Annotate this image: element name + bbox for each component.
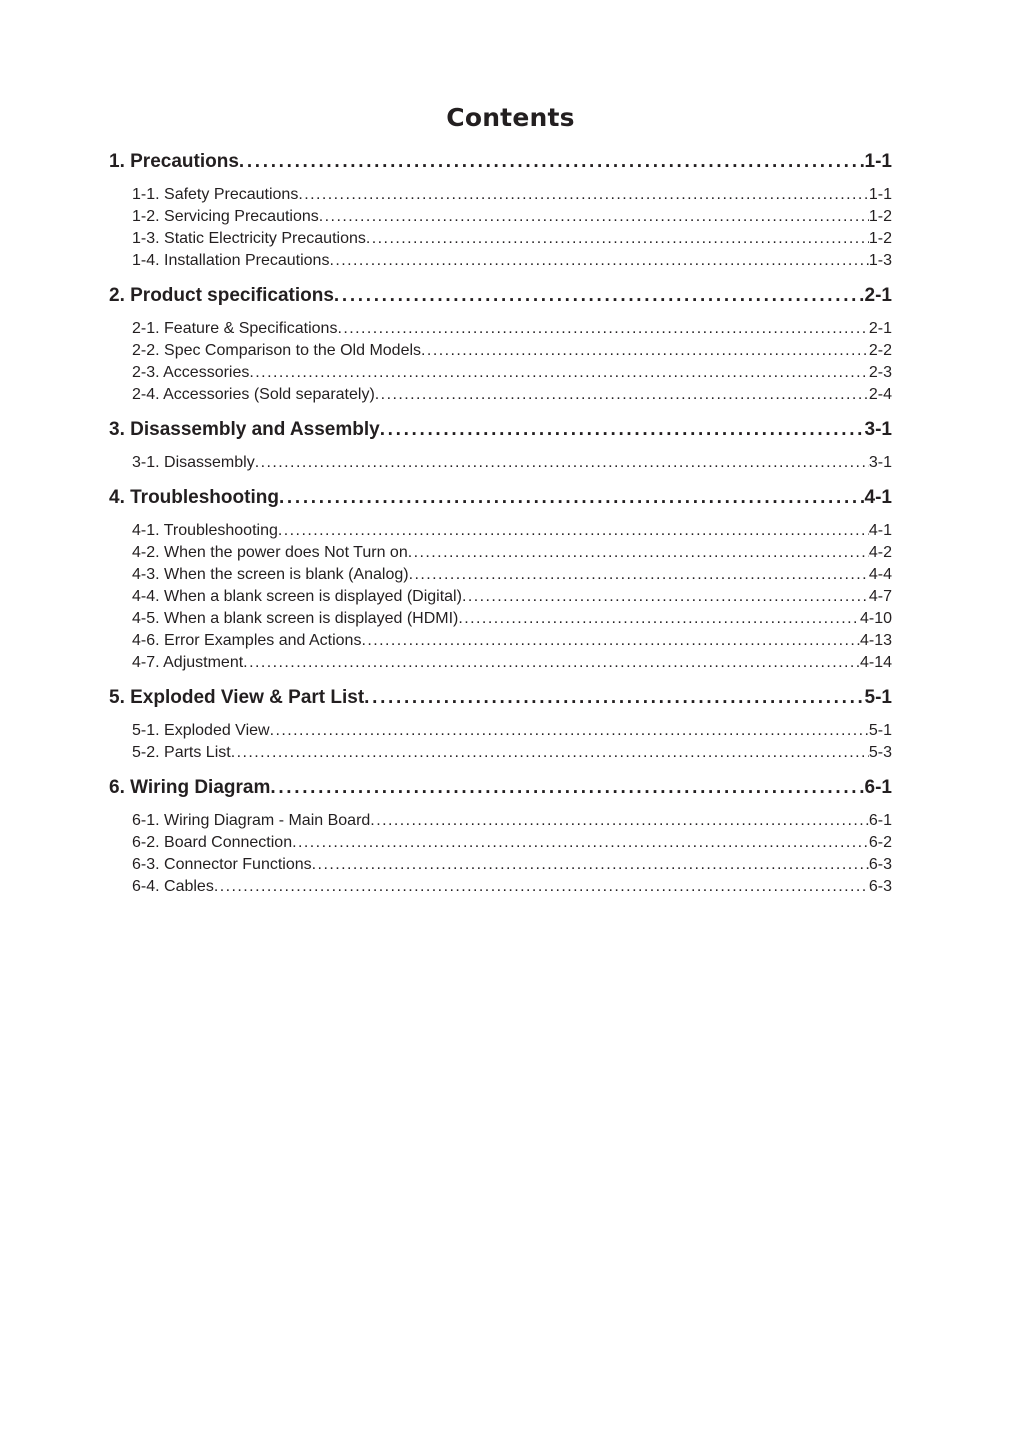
toc-subsection-list (109, 512, 892, 684)
toc-chapter-entry[interactable] (109, 484, 892, 512)
dot-leader (458, 608, 860, 630)
chapter-title: 5. Exploded View & Part List (109, 684, 364, 712)
dot-leader (375, 384, 869, 406)
dot-leader (279, 484, 865, 512)
subsection-page-number: 4-13 (860, 630, 892, 652)
subsection-page-number: 6-1 (869, 810, 892, 832)
toc-subsection-entry[interactable] (109, 564, 892, 586)
dot-leader (370, 810, 869, 832)
subsection-page-number: 3-1 (869, 452, 892, 474)
subsection-title: 1-3. Static Electricity Precautions (132, 228, 366, 250)
toc-subsection-entry[interactable] (109, 586, 892, 608)
page-title: Contents (446, 103, 575, 132)
toc-subsection-entry[interactable] (109, 742, 892, 764)
toc-subsection-entry[interactable] (109, 228, 892, 250)
subsection-page-number: 4-7 (869, 586, 892, 608)
subsection-page-number: 4-14 (860, 652, 892, 674)
toc-subsection-entry[interactable] (109, 810, 892, 832)
chapter-page-number: 2-1 (865, 282, 892, 310)
subsection-title: 4-3. When the screen is blank (Analog) (132, 564, 409, 586)
toc-section (109, 282, 892, 416)
subsection-title: 2-3. Accessories (132, 362, 249, 384)
toc-subsection-entry[interactable] (109, 384, 892, 406)
toc-subsection-entry[interactable] (109, 720, 892, 742)
subsection-page-number: 1-1 (869, 184, 892, 206)
toc-section (109, 416, 892, 484)
dot-leader (214, 876, 869, 898)
dot-leader (243, 652, 860, 674)
dot-leader (292, 832, 869, 854)
toc-subsection-list (109, 310, 892, 416)
subsection-page-number: 2-3 (869, 362, 892, 384)
toc-subsection-list (109, 444, 892, 484)
dot-leader (239, 148, 865, 176)
dot-leader (255, 452, 869, 474)
toc-section (109, 684, 892, 774)
dot-leader (366, 228, 869, 250)
toc-subsection-entry[interactable] (109, 318, 892, 340)
dot-leader (361, 630, 860, 652)
toc-subsection-list (109, 176, 892, 282)
subsection-page-number: 4-1 (869, 520, 892, 542)
toc-subsection-entry[interactable] (109, 854, 892, 876)
toc-subsection-entry[interactable] (109, 452, 892, 474)
toc-chapter-entry[interactable] (109, 282, 892, 310)
dot-leader (278, 520, 869, 542)
dot-leader (380, 416, 865, 444)
toc-subsection-entry[interactable] (109, 876, 892, 898)
subsection-title: 4-4. When a blank screen is displayed (Digital) (132, 586, 462, 608)
toc-chapter-entry[interactable] (109, 774, 892, 802)
chapter-title: 4. Troubleshooting (109, 484, 279, 512)
toc-chapter-entry[interactable] (109, 416, 892, 444)
dot-leader (270, 774, 864, 802)
chapter-page-number: 3-1 (865, 416, 892, 444)
subsection-title: 5-2. Parts List (132, 742, 231, 764)
dot-leader (298, 184, 869, 206)
subsection-page-number: 4-2 (869, 542, 892, 564)
subsection-page-number: 6-3 (869, 854, 892, 876)
chapter-title: 6. Wiring Diagram (109, 774, 270, 802)
subsection-page-number: 4-10 (860, 608, 892, 630)
subsection-title: 4-1. Troubleshooting (132, 520, 278, 542)
subsection-page-number: 6-3 (869, 876, 892, 898)
subsection-page-number: 6-2 (869, 832, 892, 854)
dot-leader (421, 340, 869, 362)
subsection-page-number: 1-3 (869, 250, 892, 272)
subsection-title: 2-1. Feature & Specifications (132, 318, 337, 340)
dot-leader (334, 282, 865, 310)
toc-subsection-entry[interactable] (109, 542, 892, 564)
subsection-title: 6-4. Cables (132, 876, 214, 898)
toc-section (109, 774, 892, 908)
chapter-page-number: 1-1 (865, 148, 892, 176)
subsection-title: 1-1. Safety Precautions (132, 184, 298, 206)
subsection-title: 5-1. Exploded View (132, 720, 270, 742)
toc-subsection-entry[interactable] (109, 832, 892, 854)
subsection-page-number: 2-1 (869, 318, 892, 340)
subsection-title: 4-6. Error Examples and Actions (132, 630, 361, 652)
subsection-title: 4-7. Adjustment (132, 652, 243, 674)
toc-chapter-entry[interactable] (109, 684, 892, 712)
subsection-title: 4-2. When the power does Not Turn on (132, 542, 408, 564)
dot-leader (231, 742, 869, 764)
dot-leader (364, 684, 864, 712)
chapter-page-number: 5-1 (865, 684, 892, 712)
dot-leader (319, 206, 869, 228)
subsection-page-number: 1-2 (869, 206, 892, 228)
subsection-page-number: 5-3 (869, 742, 892, 764)
toc-subsection-entry[interactable] (109, 184, 892, 206)
subsection-title: 3-1. Disassembly (132, 452, 255, 474)
chapter-page-number: 6-1 (865, 774, 892, 802)
chapter-title: 3. Disassembly and Assembly (109, 416, 380, 444)
toc-subsection-entry[interactable] (109, 608, 892, 630)
subsection-title: 6-3. Connector Functions (132, 854, 312, 876)
dot-leader (408, 542, 869, 564)
toc-section (109, 484, 892, 684)
toc-subsection-entry[interactable] (109, 206, 892, 228)
subsection-title: 2-2. Spec Comparison to the Old Models (132, 340, 421, 362)
subsection-page-number: 2-2 (869, 340, 892, 362)
subsection-title: 1-4. Installation Precautions (132, 250, 329, 272)
subsection-page-number: 4-4 (869, 564, 892, 586)
toc-subsection-entry[interactable] (109, 630, 892, 652)
subsection-page-number: 5-1 (869, 720, 892, 742)
subsection-title: 6-2. Board Connection (132, 832, 292, 854)
toc-subsection-entry[interactable] (109, 520, 892, 542)
toc-subsection-entry[interactable] (109, 652, 892, 674)
chapter-title: 2. Product specifications (109, 282, 334, 310)
dot-leader (409, 564, 869, 586)
toc-subsection-list (109, 802, 892, 908)
subsection-title: 2-4. Accessories (Sold separately) (132, 384, 375, 406)
toc-subsection-list (109, 712, 892, 774)
subsection-page-number: 2-4 (869, 384, 892, 406)
toc-section (109, 148, 892, 282)
toc-chapter-entry[interactable] (109, 148, 892, 176)
dot-leader (312, 854, 869, 876)
subsection-title: 1-2. Servicing Precautions (132, 206, 319, 228)
chapter-page-number: 4-1 (865, 484, 892, 512)
toc-subsection-entry[interactable] (109, 340, 892, 362)
dot-leader (337, 318, 868, 340)
subsection-title: 4-5. When a blank screen is displayed (HDMI) (132, 608, 458, 630)
dot-leader (329, 250, 868, 272)
subsection-page-number: 1-2 (869, 228, 892, 250)
dot-leader (270, 720, 869, 742)
table-of-contents (109, 148, 892, 908)
toc-subsection-entry[interactable] (109, 250, 892, 272)
chapter-title: 1. Precautions (109, 148, 239, 176)
dot-leader (462, 586, 869, 608)
subsection-title: 6-1. Wiring Diagram - Main Board (132, 810, 370, 832)
dot-leader (249, 362, 868, 384)
toc-subsection-entry[interactable] (109, 362, 892, 384)
